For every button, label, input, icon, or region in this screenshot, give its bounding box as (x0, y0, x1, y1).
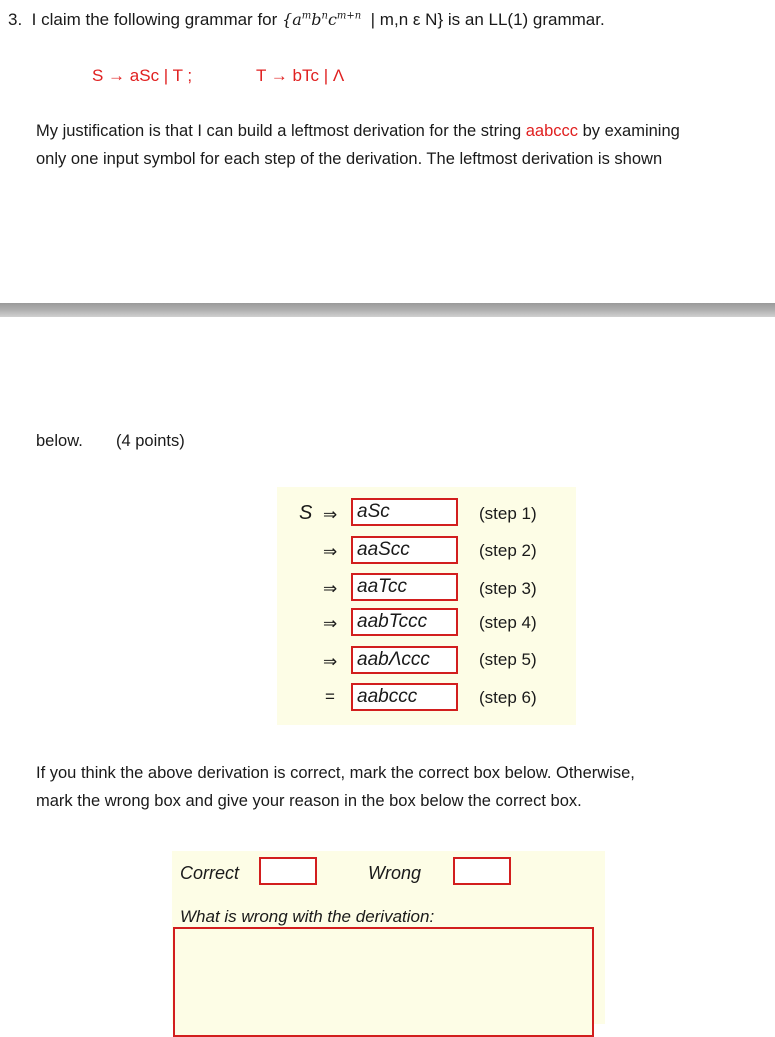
reason-input-box[interactable] (173, 927, 594, 1037)
derivation-step-5-form: aabΛccc (351, 646, 458, 674)
wrong-label: Wrong (368, 863, 422, 883)
step-3-label: (step 3) (479, 579, 537, 598)
derivation-op: ⇒ (323, 652, 338, 671)
derivation-step-3-form: aaTcc (351, 573, 458, 601)
step-1-label: (step 1) (479, 504, 537, 523)
derivation-op: ⇒ (323, 614, 338, 633)
derivation-start-symbol: S (299, 502, 313, 524)
step-4-label: (step 4) (479, 613, 537, 632)
step-2-label: (step 2) (479, 541, 537, 560)
question-header (8, 10, 605, 30)
question-number: 3. (8, 10, 23, 29)
wrong-checkbox[interactable] (453, 857, 511, 885)
reason-prompt: What is wrong with the derivation: (180, 907, 435, 926)
target-string: aabccc (525, 122, 579, 140)
derivation-op: ⇒ (323, 542, 338, 561)
justification-line-3 (36, 427, 185, 455)
derivation-op: = (325, 687, 335, 706)
derivation-step-1-form: aSc (351, 498, 458, 526)
justification-text-end: by examining (578, 122, 680, 140)
points-label: (4 points) (115, 432, 185, 450)
justification-line-2: only one input symbol for each step of the derivation. The leftmost derivation is shown (36, 150, 663, 168)
instructions-line-1: If you think the above derivation is correct, mark the correct box below. Otherwise, (36, 764, 635, 782)
derivation-step-6-form: aabccc (351, 683, 458, 711)
grammar-rule-t: T → bTc | Λ (256, 66, 345, 85)
correct-checkbox[interactable] (259, 857, 317, 885)
page-divider (0, 303, 775, 317)
set-exponent-n: n (321, 10, 328, 22)
grammar-rule-s: S → aSc | T ; (92, 66, 193, 85)
correct-label: Correct (180, 863, 240, 883)
question-lead: I claim the following grammar for (31, 10, 278, 29)
instructions-line-2: mark the wrong box and give your reason in the box below the correct box. (36, 792, 582, 810)
set-symbol-b: b (311, 10, 322, 29)
justification-line-1 (36, 117, 680, 145)
step-6-label: (step 6) (479, 688, 537, 707)
step-5-label: (step 5) (479, 650, 537, 669)
set-exponent-mn: m+n (336, 10, 362, 22)
set-symbol-a: a (292, 10, 302, 29)
derivation-step-4-form: aabTccc (351, 608, 458, 636)
derivation-op: ⇒ (323, 505, 338, 524)
justification-text: My justification is that I can build a leftmost derivation for the string (36, 122, 526, 140)
below-text: below. (36, 432, 83, 450)
derivation-op: ⇒ (323, 579, 338, 598)
set-condition: | m,n ε N} (370, 10, 444, 29)
derivation-step-2-form: aaScc (351, 536, 458, 564)
language-set (282, 10, 361, 29)
set-symbol-c: c (327, 10, 337, 29)
question-tail: is an LL(1) grammar. (447, 10, 605, 29)
set-exponent-m: m (301, 10, 312, 22)
set-brace: { (282, 10, 293, 29)
